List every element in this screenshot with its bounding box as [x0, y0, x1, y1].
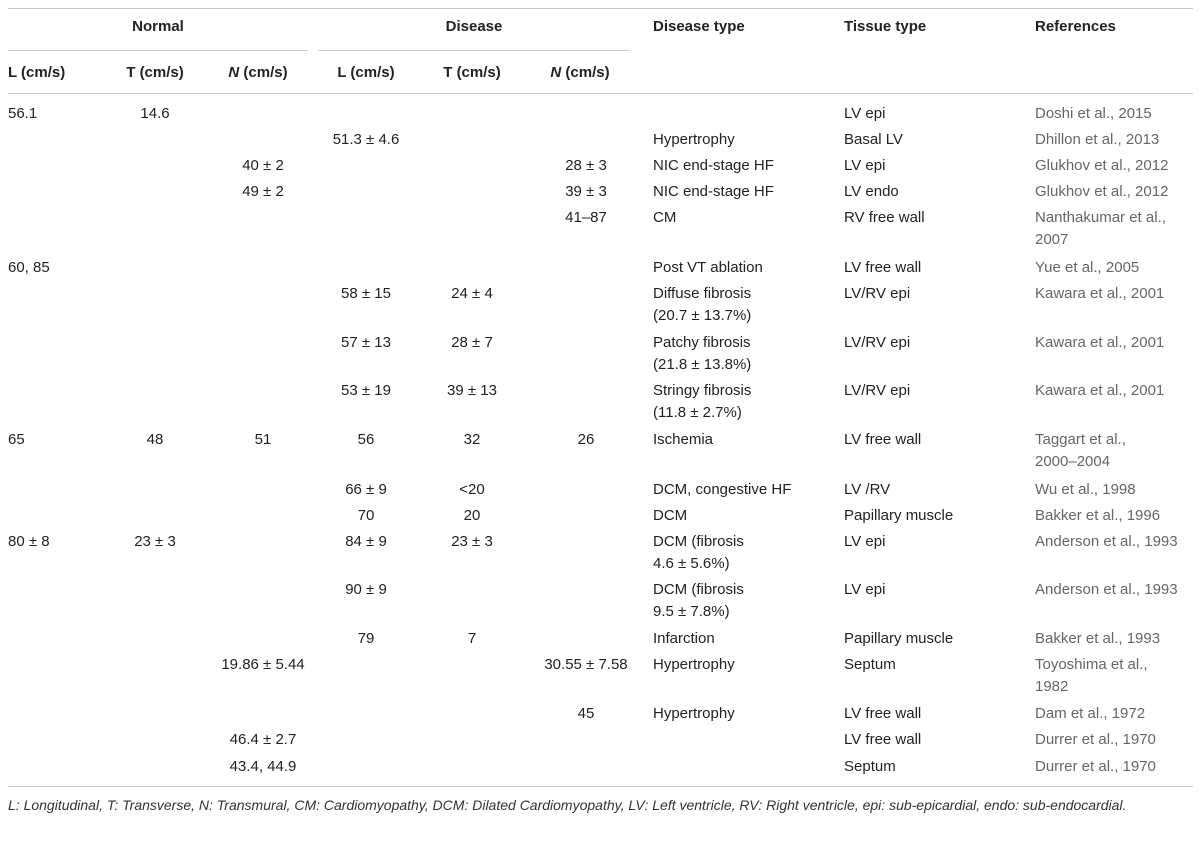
cell-reference-line: Toyoshima et al., [1035, 656, 1148, 673]
cell-disease-type [653, 380, 838, 424]
cell-disease-n [530, 703, 642, 725]
cell-disease-l [318, 479, 414, 501]
cell-reference-line: Wu et al., 1998 [1035, 481, 1136, 498]
cell-disease-l-line: 66 ± 9 [345, 481, 387, 498]
cell-disease-l [318, 531, 414, 553]
cell-disease-t [422, 628, 522, 650]
cell-reference [1035, 207, 1195, 251]
header-normal-l: L (cm/s) [8, 64, 66, 81]
header-normal-n [208, 62, 308, 84]
cell-disease-type-line: DCM [653, 507, 688, 524]
cell-tissue-type [844, 103, 1029, 125]
header-bottom-rule [8, 93, 1193, 94]
cell-reference [1035, 129, 1195, 151]
cell-disease-n [530, 181, 642, 203]
cell-reference-line-2: 2000–2004 [1035, 453, 1111, 470]
cell-reference-line: Durrer et al., 1970 [1035, 731, 1156, 748]
cell-reference-line: Anderson et al., 1993 [1035, 581, 1178, 598]
cell-disease-type [653, 429, 838, 451]
cell-disease-t [422, 283, 522, 305]
header-normal-t: T (cm/s) [126, 64, 184, 81]
cell-disease-l [318, 429, 414, 451]
disease-group-rule [318, 50, 630, 51]
cell-reference-line: Doshi et al., 2015 [1035, 105, 1152, 122]
cell-normal-n-line: 49 ± 2 [242, 183, 284, 200]
cell-disease-type [653, 654, 838, 676]
cell-disease-type-line: CM [653, 209, 677, 226]
cell-reference-line: Kawara et al., 2001 [1035, 285, 1165, 302]
cell-tissue-type-line: Septum [844, 758, 896, 775]
cell-reference-line: Kawara et al., 2001 [1035, 334, 1165, 351]
cell-tissue-type-line: LV free wall [844, 705, 922, 722]
cell-reference [1035, 181, 1195, 203]
cell-reference [1035, 628, 1195, 650]
cell-reference [1035, 505, 1195, 527]
header-disease-type: Disease type [653, 18, 745, 35]
cell-reference-line: Bakker et al., 1993 [1035, 630, 1161, 647]
cell-disease-type [653, 257, 838, 279]
cell-reference [1035, 103, 1195, 125]
cell-tissue-type-line: LV epi [844, 533, 886, 550]
cell-disease-n [530, 654, 642, 676]
cell-normal-t [107, 429, 203, 451]
cell-disease-l [318, 332, 414, 354]
cell-tissue-type-line: Septum [844, 656, 896, 673]
cell-normal-t [107, 103, 203, 125]
cell-tissue-type [844, 207, 1029, 229]
header-disease-t: T (cm/s) [443, 64, 501, 81]
cell-normal-n-line: 19.86 ± 5.44 [221, 656, 305, 673]
cell-disease-t [422, 332, 522, 354]
cell-tissue-type-line: LV free wall [844, 431, 922, 448]
cell-disease-n-line: 45 [577, 705, 595, 722]
cell-disease-n-line: 28 ± 3 [565, 157, 607, 174]
cell-disease-n-line: 41–87 [565, 209, 607, 226]
cell-reference-line: Bakker et al., 1996 [1035, 507, 1161, 524]
cell-reference-line: Glukhov et al., 2012 [1035, 157, 1169, 174]
cell-tissue-type-line: LV /RV [844, 481, 891, 498]
cell-disease-n-line: 30.55 ± 7.58 [544, 656, 628, 673]
cell-tissue-type [844, 257, 1029, 279]
cell-normal-l-line: 80 ± 8 [8, 533, 50, 550]
cell-disease-t [422, 505, 522, 527]
cell-disease-type [653, 505, 838, 527]
cell-normal-n-line: 46.4 ± 2.7 [229, 731, 297, 748]
cell-tissue-type-line: LV/RV epi [844, 285, 911, 302]
cell-disease-type-line: Ischemia [653, 431, 714, 448]
cell-reference-line: Yue et al., 2005 [1035, 259, 1140, 276]
header-n-unit: (cm/s) [561, 64, 610, 81]
cell-tissue-type-line: LV endo [844, 183, 899, 200]
cell-disease-t-line: 23 ± 3 [451, 533, 493, 550]
cell-normal-n [208, 756, 318, 778]
cell-normal-t-line: 14.6 [140, 105, 170, 122]
cell-disease-type [653, 155, 838, 177]
cell-disease-l [318, 579, 414, 601]
cell-disease-t [422, 380, 522, 402]
cell-disease-l-line: 79 [357, 630, 375, 647]
cell-disease-l [318, 505, 414, 527]
cell-disease-n [530, 429, 642, 451]
cell-reference [1035, 332, 1195, 354]
cell-reference [1035, 654, 1195, 698]
cell-reference-line: Dam et al., 1972 [1035, 705, 1146, 722]
cell-reference-line: Taggart et al., [1035, 431, 1126, 448]
cell-disease-l-line: 57 ± 13 [341, 334, 391, 351]
cell-normal-l [8, 429, 98, 451]
cell-tissue-type [844, 380, 1029, 402]
header-tissue-type: Tissue type [844, 18, 927, 35]
cell-disease-type-line-2: (21.8 ± 13.8%) [653, 356, 752, 373]
cell-tissue-type-line: Papillary muscle [844, 507, 954, 524]
cell-reference-line-2: 2007 [1035, 231, 1069, 248]
cell-reference [1035, 283, 1195, 305]
cell-reference [1035, 729, 1195, 751]
cell-disease-type [653, 181, 838, 203]
cell-disease-l [318, 628, 414, 650]
cell-reference [1035, 479, 1195, 501]
cell-tissue-type-line: LV free wall [844, 259, 922, 276]
cell-disease-type [653, 283, 838, 327]
cell-disease-type-line: Hypertrophy [653, 705, 735, 722]
cell-reference-line: Anderson et al., 1993 [1035, 533, 1178, 550]
cell-normal-n [208, 729, 318, 751]
cell-tissue-type [844, 579, 1029, 601]
cell-disease-n [530, 207, 642, 229]
cell-disease-type [653, 129, 838, 151]
cell-tissue-type [844, 531, 1029, 553]
cell-disease-type-line: Diffuse fibrosis [653, 285, 752, 302]
cell-reference [1035, 756, 1195, 778]
cell-disease-l-line: 84 ± 9 [345, 533, 387, 550]
header-n-letter: N [228, 64, 240, 81]
cell-normal-l-line: 60, 85 [8, 259, 50, 276]
cell-normal-l [8, 531, 98, 553]
cell-reference [1035, 380, 1195, 402]
cell-disease-type [653, 479, 838, 501]
cell-disease-n [530, 155, 642, 177]
cell-tissue-type-line: LV/RV epi [844, 334, 911, 351]
table-footnote: L: Longitudinal, T: Transverse, N: Transmural, CM: Cardiomyopathy, DCM: Dilated Cardiomyopathy, LV: Left ventricle, RV: Right ventricle, epi: sub-epicardial, endo: sub-endocardial. [8, 797, 1127, 813]
cell-disease-l-line: 51.3 ± 4.6 [332, 131, 400, 148]
cell-disease-type-line-2: (11.8 ± 2.7%) [653, 404, 742, 421]
cell-reference-line: Glukhov et al., 2012 [1035, 183, 1169, 200]
cell-normal-t-line: 23 ± 3 [134, 533, 176, 550]
cell-normal-l-line: 65 [8, 431, 25, 448]
cell-normal-l-line: 56.1 [8, 105, 38, 122]
cell-disease-t-line: 7 [467, 630, 477, 647]
table-bottom-rule [8, 786, 1193, 787]
cell-tissue-type [844, 283, 1029, 305]
cell-disease-type-line: DCM (fibrosis [653, 581, 744, 598]
cell-disease-type-line: Hypertrophy [653, 656, 735, 673]
cell-tissue-type-line: LV epi [844, 105, 886, 122]
cell-disease-type-line: Hypertrophy [653, 131, 735, 148]
cell-reference-line: Durrer et al., 1970 [1035, 758, 1156, 775]
cell-reference [1035, 703, 1195, 725]
cell-tissue-type [844, 654, 1029, 676]
cell-tissue-type-line: LV free wall [844, 731, 922, 748]
header-references: References [1035, 18, 1116, 35]
cell-tissue-type [844, 155, 1029, 177]
cell-disease-type-line: Infarction [653, 630, 715, 647]
cell-disease-type [653, 628, 838, 650]
cell-disease-n-line: 39 ± 3 [565, 183, 607, 200]
cell-disease-type-line: Stringy fibrosis [653, 382, 752, 399]
cell-normal-n [208, 181, 318, 203]
cell-tissue-type-line: LV/RV epi [844, 382, 911, 399]
cell-reference-line-2: 1982 [1035, 678, 1069, 695]
cell-disease-type-line: Patchy fibrosis [653, 334, 751, 351]
cell-disease-n-line: 26 [577, 431, 595, 448]
cell-tissue-type [844, 332, 1029, 354]
cell-disease-type-line: DCM, congestive HF [653, 481, 792, 498]
cell-disease-type-line-2: 9.5 ± 7.8%) [653, 603, 730, 620]
cell-disease-t [422, 429, 522, 451]
cell-normal-n-line: 43.4, 44.9 [229, 758, 297, 775]
cell-tissue-type [844, 505, 1029, 527]
cell-reference-line: Nanthakumar et al., [1035, 209, 1166, 226]
cell-disease-l-line: 56 [357, 431, 375, 448]
cell-disease-type-line-2: (20.7 ± 13.7%) [653, 307, 752, 324]
cell-disease-l [318, 129, 414, 151]
cell-disease-t-line: 28 ± 7 [451, 334, 493, 351]
cell-reference [1035, 579, 1195, 601]
cell-normal-n [208, 155, 318, 177]
cell-disease-t-line: 39 ± 13 [447, 382, 497, 399]
cell-disease-l-line: 58 ± 15 [341, 285, 391, 302]
cell-tissue-type-line: LV epi [844, 157, 886, 174]
cell-tissue-type [844, 479, 1029, 501]
cell-disease-type [653, 703, 838, 725]
cell-tissue-type [844, 729, 1029, 751]
cell-normal-l [8, 103, 98, 125]
cell-tissue-type-line: RV free wall [844, 209, 925, 226]
cell-reference [1035, 155, 1195, 177]
cell-disease-type-line: DCM (fibrosis [653, 533, 744, 550]
cell-disease-t [422, 479, 522, 501]
cell-disease-t [422, 531, 522, 553]
cell-normal-n-line: 51 [254, 431, 272, 448]
cell-reference [1035, 429, 1195, 473]
cell-disease-type [653, 579, 838, 623]
cell-disease-t-line: 32 [463, 431, 481, 448]
cell-normal-l [8, 257, 98, 279]
cell-tissue-type [844, 429, 1029, 451]
cell-normal-n [208, 429, 318, 451]
cell-reference-line: Kawara et al., 2001 [1035, 382, 1165, 399]
cell-tissue-type-line: Papillary muscle [844, 630, 954, 647]
cell-disease-type-line: NIC end-stage HF [653, 157, 774, 174]
cell-reference [1035, 531, 1195, 553]
cell-disease-l-line: 90 ± 9 [345, 581, 387, 598]
table-top-rule [8, 8, 1193, 9]
normal-group-rule [8, 50, 308, 51]
header-normal: Normal [132, 18, 184, 35]
cell-disease-l [318, 283, 414, 305]
header-disease-l: L (cm/s) [337, 64, 395, 81]
cell-tissue-type-line: Basal LV [844, 131, 903, 148]
cell-tissue-type [844, 628, 1029, 650]
header-disease-n [530, 62, 630, 84]
cell-tissue-type [844, 129, 1029, 151]
cell-tissue-type [844, 703, 1029, 725]
header-n-letter: N [550, 64, 562, 81]
cell-disease-type [653, 332, 838, 376]
cell-disease-type-line: Post VT ablation [653, 259, 763, 276]
cell-normal-t-line: 48 [146, 431, 164, 448]
cell-disease-l-line: 70 [357, 507, 375, 524]
cell-tissue-type [844, 756, 1029, 778]
cell-disease-type [653, 207, 838, 229]
cell-disease-type-line-2: 4.6 ± 5.6%) [653, 555, 730, 572]
cell-normal-n [208, 654, 318, 676]
cell-disease-type [653, 531, 838, 575]
cell-disease-l [318, 380, 414, 402]
cell-normal-n-line: 40 ± 2 [242, 157, 284, 174]
header-n-unit: (cm/s) [239, 64, 288, 81]
cell-disease-t-line: <20 [459, 481, 485, 498]
cell-disease-t-line: 20 [463, 507, 481, 524]
cell-disease-l-line: 53 ± 19 [341, 382, 391, 399]
cell-reference-line: Dhillon et al., 2013 [1035, 131, 1160, 148]
cell-reference [1035, 257, 1195, 279]
cell-disease-type-line: NIC end-stage HF [653, 183, 774, 200]
header-disease: Disease [445, 18, 503, 35]
cell-tissue-type-line: LV epi [844, 581, 886, 598]
cell-normal-t [107, 531, 203, 553]
cell-tissue-type [844, 181, 1029, 203]
cell-disease-t-line: 24 ± 4 [451, 285, 493, 302]
